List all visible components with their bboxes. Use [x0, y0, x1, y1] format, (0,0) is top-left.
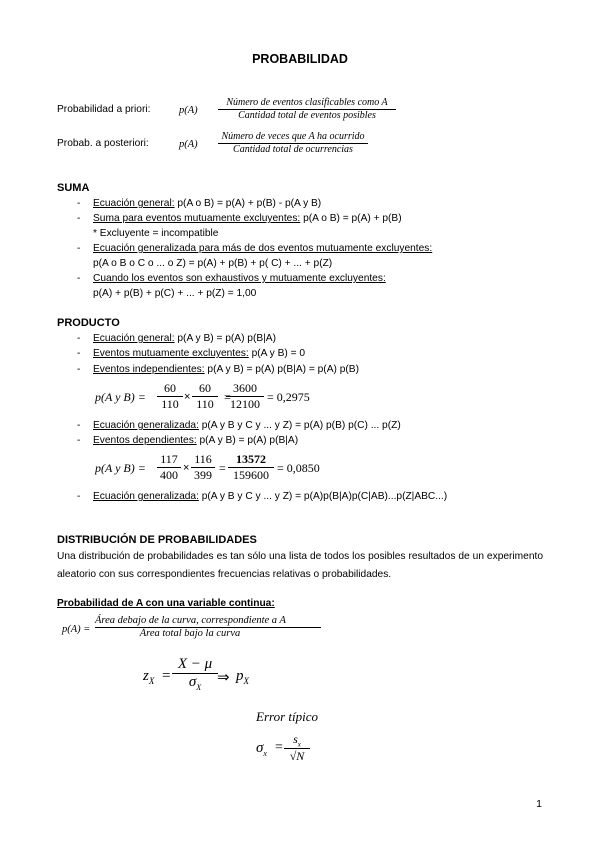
- suma-heading: SUMA: [57, 182, 90, 194]
- producto-item-4: [93, 420, 401, 431]
- formula1-frac2-den: 110: [196, 397, 214, 411]
- formula1-eq: =: [224, 390, 231, 404]
- sigma-numerator: [284, 732, 310, 748]
- sigma-denominator: √N: [289, 749, 305, 764]
- producto-item-2: [93, 348, 305, 359]
- continua-lhs: p(A) =: [62, 624, 91, 635]
- formula2-eq: =: [219, 461, 226, 475]
- suma-dash-1: -: [77, 198, 81, 209]
- suma-item-3-term: Ecuación generalizada para más de dos eventos mutuamente excluyentes:: [93, 243, 433, 254]
- page-title: PROBABILIDAD: [252, 52, 348, 66]
- producto-item-6: [93, 491, 447, 502]
- formula2-frac1-num: 117: [160, 452, 178, 466]
- formula2-frac2-num: 116: [194, 452, 212, 466]
- producto-item-3-rest: p(A y B) = p(A) p(B|A) = p(A) p(B): [204, 364, 359, 375]
- formula1-times: ×: [184, 391, 191, 403]
- formula1-frac1-num: 60: [164, 381, 176, 395]
- sigma-fraction: [284, 732, 310, 764]
- producto-item-5-rest: p(A y B) = p(A) p(B|A): [196, 435, 299, 446]
- producto-item-2-term: Eventos mutuamente excluyentes:: [93, 348, 249, 359]
- producto-item-3: [93, 364, 359, 375]
- posteriori-fraction: [210, 131, 376, 155]
- page-number: 1: [536, 798, 542, 810]
- producto-dash-3: -: [77, 364, 81, 375]
- formula2-lhs: p(A y B) =: [95, 461, 146, 475]
- s-subscript: x: [297, 740, 301, 749]
- suma-note-exhaustivos: p(A) + p(B) + p(C) + ... + p(Z) = 1,00: [93, 288, 257, 299]
- formula2-frac3: [228, 452, 274, 483]
- z-symbol: z: [143, 668, 149, 684]
- sigma-subscript: x: [263, 749, 267, 758]
- distribucion-heading: DISTRIBUCIÓN DE PROBABILIDADES: [57, 534, 257, 546]
- producto-item-3-term: Eventos independientes:: [93, 364, 205, 375]
- producto-dash-2: -: [77, 348, 81, 359]
- posteriori-denominator: Cantidad total de ocurrencias: [233, 144, 353, 155]
- formula1-result: = 0,2975: [267, 390, 310, 404]
- producto-item-2-rest: p(A y B) = 0: [248, 348, 306, 359]
- producto-dash-6: -: [77, 491, 81, 502]
- producto-item-5: [93, 435, 298, 446]
- suma-item-3: [93, 243, 432, 254]
- distribucion-paragraph: Una distribución de probabilidades es tan sólo una lista de todos los posibles resultados de un experimento aleatorio con sus correspondientes frecuencias relativas o probabilidades.: [57, 551, 543, 580]
- sigma-x: [256, 740, 267, 758]
- producto-item-4-term: Ecuación generalizada:: [93, 420, 199, 431]
- formula1-frac3-den: 12100: [230, 397, 260, 411]
- formula2-frac1: [157, 452, 181, 483]
- producto-item-4-rest: p(A y B y C y ... y Z) = p(A) p(B) p(C) ... p(Z): [198, 420, 401, 431]
- formula2-frac1-den: 400: [160, 468, 178, 482]
- p-symbol: p: [236, 668, 244, 684]
- sigma-eq: =: [275, 740, 283, 755]
- suma-dash-3: -: [77, 243, 81, 254]
- z-sigma: σ: [188, 674, 197, 690]
- priori-numerator: Número de eventos clasificables como A: [226, 97, 388, 108]
- formula1-frac2-num: 60: [199, 381, 211, 395]
- priori-lhs: p(A): [179, 105, 198, 116]
- producto-item-1-rest: p(A y B) = p(A) p(B|A): [174, 333, 276, 344]
- suma-note-excluyente: * Excluyente = incompatible: [93, 228, 219, 239]
- formula2-result: = 0,0850: [277, 461, 320, 475]
- suma-item-2: [93, 213, 402, 224]
- p-subscript: X: [243, 676, 249, 686]
- implies-arrow: ⇒: [217, 668, 230, 686]
- priori-label: Probabilidad a priori:: [57, 104, 151, 115]
- formula2-frac3-den: 159600: [233, 468, 269, 482]
- z-denominator: [172, 674, 218, 692]
- z-formula-eq: =: [162, 668, 171, 684]
- producto-heading: PRODUCTO: [57, 317, 120, 329]
- formula1-frac1-den: 110: [161, 397, 179, 411]
- continua-denominator: Área total bajo la curva: [139, 628, 241, 639]
- suma-item-1-term: Ecuación general:: [93, 198, 175, 209]
- formula1-frac1: [157, 381, 183, 412]
- formula2-frac2: [191, 452, 215, 483]
- z-subscript: X: [148, 676, 155, 686]
- suma-dash-2: -: [77, 213, 81, 224]
- suma-item-1-rest: p(A o B) = p(A) + p(B) - p(A y B): [174, 198, 322, 209]
- priori-fraction: [210, 97, 404, 121]
- producto-dash-5: -: [77, 435, 81, 446]
- s-symbol: s: [293, 732, 298, 746]
- formula2-times: ×: [183, 462, 190, 474]
- z-sigma-subscript: X: [196, 683, 202, 692]
- producto-item-1: [93, 333, 276, 344]
- priori-denominator: Cantidad total de eventos posibles: [238, 110, 376, 121]
- formula2-frac3-num: 13572: [236, 452, 266, 466]
- suma-item-2-term: Suma para eventos mutuamente excluyentes:: [93, 213, 301, 224]
- formula1-lhs: p(A y B) =: [95, 390, 146, 404]
- continua-fraction: [95, 615, 321, 639]
- p-x: [236, 668, 249, 686]
- producto-item-6-term: Ecuación generalizada:: [93, 491, 199, 502]
- continua-numerator: Área debajo de la curva, correspondiente a A: [95, 615, 286, 626]
- posteriori-numerator: Número de veces que A ha ocurrido: [221, 131, 365, 142]
- z-formula-lhs: [143, 668, 154, 686]
- formula1-frac3-num: 3600: [233, 381, 257, 395]
- producto-dash-4: -: [77, 420, 81, 431]
- producto-dash-1: -: [77, 333, 81, 344]
- producto-item-6-rest: p(A y B y C y ... y Z) = p(A)p(B|A)p(C|AB)...p(Z|ABC...): [198, 491, 448, 502]
- suma-item-2-rest: p(A o B) = p(A) + p(B): [300, 213, 402, 224]
- formula2-frac2-den: 399: [194, 468, 212, 482]
- error-tipico-label: Error típico: [256, 709, 318, 724]
- formula1-frac2: [192, 381, 218, 412]
- suma-item-1: [93, 198, 321, 209]
- suma-note-generalizada: p(A o B o C o ... o Z) = p(A) + p(B) + p( C) + ... + p(Z): [93, 258, 333, 269]
- sigma-symbol: σ: [256, 740, 264, 756]
- z-numerator: X − μ: [177, 656, 213, 672]
- suma-item-4-term: Cuando los eventos son exhaustivos y mutuamente excluyentes:: [93, 273, 386, 284]
- suma-dash-4: -: [77, 273, 81, 284]
- posteriori-lhs: p(A): [179, 139, 198, 150]
- z-fraction: [172, 656, 218, 692]
- producto-item-1-term: Ecuación general:: [93, 333, 175, 344]
- producto-item-5-term: Eventos dependientes:: [93, 435, 197, 446]
- formula1-frac3: [226, 381, 264, 412]
- posteriori-label: Probab. a posteriori:: [57, 138, 149, 149]
- suma-item-4: [93, 273, 386, 284]
- continua-heading: Probabilidad de A con una variable continua:: [57, 598, 275, 609]
